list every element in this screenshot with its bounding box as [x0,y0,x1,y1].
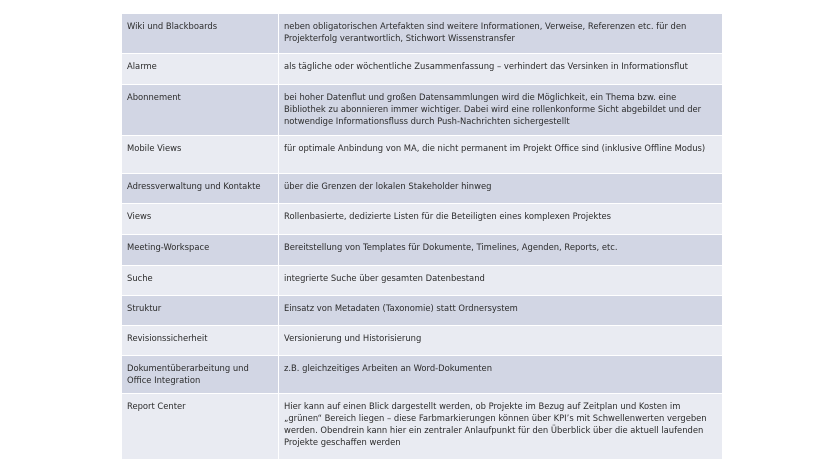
feature-description: Rollenbasierte, dedizierte Listen für die Beteiligten eines komplexen Projektes [284,211,612,221]
table-row [122,296,722,326]
feature-name: Abonnement [122,85,279,135]
table-row [122,136,722,174]
table-row [122,14,722,54]
feature-description: für optimale Anbindung von MA, die nicht permanent im Projekt Office sind (inklusive Offline Modus) [284,143,706,153]
table-row [122,266,722,296]
feature-name: Dokumentüberarbeitung und Office Integration [122,356,279,393]
feature-description: Hier kann auf einen Blick dargestellt werden, ob Projekte im Bezug auf Zeitplan und Kosten im „grünen“ Bereich liegen – diese Farbmarkierungen können über KPI’s mit Schwellenwerten vergeben werden. Obendrein kann hier ein zentraler Anlaufpunkt für den Überblick über die aktuell laufenden Projekte geschaffen werden [284,401,707,447]
feature-description: Einsatz von Metadaten (Taxonomie) statt Ordnersystem [284,303,518,313]
feature-name: Meeting-Workspace [122,235,279,265]
feature-name: Views [122,204,279,234]
feature-name: Struktur [122,296,279,325]
feature-description: über die Grenzen der lokalen Stakeholder hinweg [284,181,492,191]
feature-description: z.B. gleichzeitiges Arbeiten an Word-Dokumenten [284,363,493,373]
table-row [122,356,722,394]
table-row [122,326,722,356]
feature-description: Versionierung und Historisierung [284,333,422,343]
feature-description: bei hoher Datenflut und großen Datensammlungen wird die Möglichkeit, ein Thema bzw. eine Bibliothek zu abonnieren immer wichtiger. Dabei wird eine rollenkonforme Sicht abgebildet und der notwendige Informationsfluss durch Push-Nachrichten sichergestellt [284,92,702,126]
table-row [122,235,722,266]
feature-description: integrierte Suche über gesamten Datenbestand [284,273,485,283]
feature-name: Suche [122,266,279,295]
feature-table [122,14,722,460]
feature-description: als tägliche oder wöchentliche Zusammenfassung – verhindert das Versinken in Informationsflut [284,61,688,71]
feature-name: Alarme [122,54,279,84]
table-row [122,174,722,204]
table-row [122,394,722,460]
table-row [122,85,722,136]
feature-description: Bereitstellung von Templates für Dokumente, Timelines, Agenden, Reports, etc. [284,242,618,252]
feature-name: Wiki und Blackboards [122,14,279,53]
feature-name: Revisionssicherheit [122,326,279,355]
feature-name: Adressverwaltung und Kontakte [122,174,279,203]
table-row [122,54,722,85]
table-row [122,204,722,235]
feature-name: Mobile Views [122,136,279,173]
feature-description: neben obligatorischen Artefakten sind weitere Informationen, Verweise, Referenzen etc. für den Projekterfolg verantwortlich, Stichwort Wissenstransfer [284,21,687,43]
feature-name: Report Center [122,394,279,459]
